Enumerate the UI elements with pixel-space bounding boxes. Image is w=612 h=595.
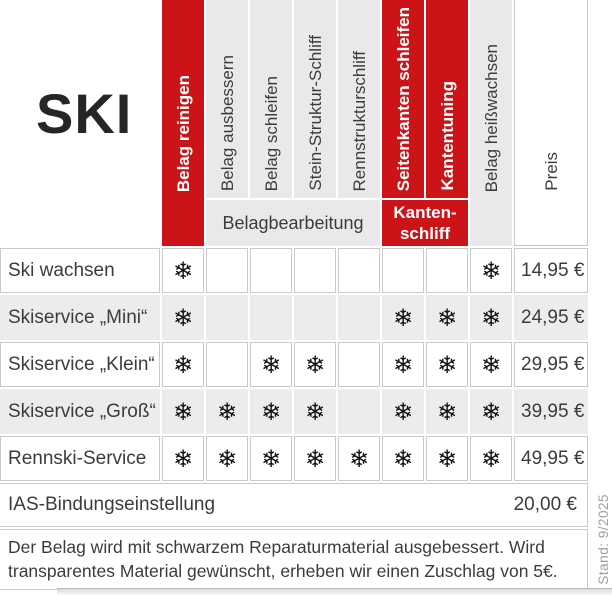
included-cell [294,389,336,434]
included-cell [470,436,512,481]
included-cell [206,436,248,481]
service-name: Rennski-Service [0,436,160,481]
footnote-line: transparentes Material gewünscht, erheben wir einen Zuschlag von 5€. [8,561,558,581]
column-header-label: Kantentuning [437,81,457,191]
snowflake-icon: ❄ [172,256,194,285]
empty-cell [250,295,292,340]
snowflake-icon: ❄ [436,397,458,426]
column-header-label: Preis [541,152,561,191]
included-cell [250,389,292,434]
group-header-2 [382,200,468,246]
empty-cell [338,342,380,387]
revision-date-label: Stand: 9/2025 [596,494,611,585]
empty-cell [426,248,468,293]
empty-cell [206,342,248,387]
empty-cell [382,248,424,293]
included-cell [382,295,424,340]
included-cell [162,295,204,340]
column-header-label: Belag ausbessern [217,54,237,191]
included-cell [426,342,468,387]
table-row [0,342,588,387]
included-cell [426,389,468,434]
column-header-5 [338,0,380,198]
snowflake-icon: ❄ [172,397,194,426]
service-name: Ski wachsen [0,248,160,293]
included-cell [382,342,424,387]
footnote-line: Der Belag wird mit schwarzem Reparaturmaterial ausgebessert. Wird [8,537,545,557]
table-row [0,295,588,340]
service-price: 14,95 € [514,248,588,293]
snowflake-icon: ❄ [172,350,194,379]
empty-cell [338,295,380,340]
included-cell [470,295,512,340]
included-cell [250,436,292,481]
included-cell [426,436,468,481]
table-header [0,0,588,246]
snowflake-icon: ❄ [480,256,502,285]
title-cell [0,0,160,246]
included-cell [426,295,468,340]
snowflake-icon: ❄ [436,350,458,379]
column-header-8 [470,0,512,246]
page-title: SKI [36,81,133,145]
service-name: Skiservice „Klein“ [0,342,160,387]
included-cell [382,436,424,481]
snowflake-icon: ❄ [392,303,414,332]
column-header-2 [206,0,248,198]
included-cell [470,248,512,293]
included-cell [294,436,336,481]
group-header-label: schliff [399,224,451,243]
snowflake-icon: ❄ [480,350,502,379]
column-header-label: Rennstrukturschliff [349,50,369,191]
snowflake-icon: ❄ [260,444,282,473]
footnote-box [0,529,588,590]
snowflake-icon: ❄ [260,397,282,426]
table-row [0,248,588,293]
row-price: 20,00 € [513,494,577,515]
binding-adjustment-row [0,483,588,527]
group-header-label: Kanten- [393,203,457,222]
snowflake-icon: ❄ [172,303,194,332]
service-name: Skiservice „Groß“ [0,389,160,434]
column-header-9 [514,0,588,246]
service-price: 39,95 € [514,389,588,434]
group-header-label: Belagbearbeitung [222,212,364,233]
snowflake-icon: ❄ [480,397,502,426]
snowflake-icon: ❄ [480,444,502,473]
included-cell [162,248,204,293]
included-cell [162,389,204,434]
included-cell [470,389,512,434]
service-name: Skiservice „Mini“ [0,295,160,340]
table-body [0,248,588,481]
snowflake-icon: ❄ [392,397,414,426]
included-cell [162,342,204,387]
service-price: 24,95 € [514,295,588,340]
snowflake-icon: ❄ [348,444,370,473]
included-cell [470,342,512,387]
snowflake-icon: ❄ [216,444,238,473]
service-price: 49,95 € [514,436,588,481]
empty-cell [338,389,380,434]
snowflake-icon: ❄ [304,397,326,426]
snowflake-icon: ❄ [436,444,458,473]
empty-cell [206,248,248,293]
empty-cell [250,248,292,293]
column-header-4 [294,0,336,198]
column-header-label: Seitenkanten schleifen [393,6,413,191]
empty-cell [294,248,336,293]
column-header-label: Belag schleifen [261,75,281,191]
empty-cell [206,295,248,340]
column-header-label: Stein-Struktur-Schliff [305,35,325,191]
column-header-3 [250,0,292,198]
table-row [0,389,588,434]
snowflake-icon: ❄ [304,350,326,379]
snowflake-icon: ❄ [304,444,326,473]
snowflake-icon: ❄ [392,350,414,379]
snowflake-icon: ❄ [172,444,194,473]
column-header-6 [382,0,424,198]
snowflake-icon: ❄ [436,303,458,332]
included-cell [294,342,336,387]
column-header-label: Belag reinigen [173,74,193,192]
snowflake-icon: ❄ [216,397,238,426]
group-header-1 [206,200,380,246]
column-header-label: Belag heißwachsen [481,43,501,192]
included-cell [382,389,424,434]
column-header-7 [426,0,468,198]
service-price: 29,95 € [514,342,588,387]
table-row [0,436,588,481]
included-cell [250,342,292,387]
included-cell [206,389,248,434]
next-section-edge [57,588,612,595]
column-header-1 [162,0,204,246]
included-cell [162,436,204,481]
empty-cell [338,248,380,293]
row-label: IAS-Bindungseinstellung [8,494,216,515]
included-cell [338,436,380,481]
snowflake-icon: ❄ [260,350,282,379]
snowflake-icon: ❄ [480,303,502,332]
snowflake-icon: ❄ [392,444,414,473]
empty-cell [294,295,336,340]
